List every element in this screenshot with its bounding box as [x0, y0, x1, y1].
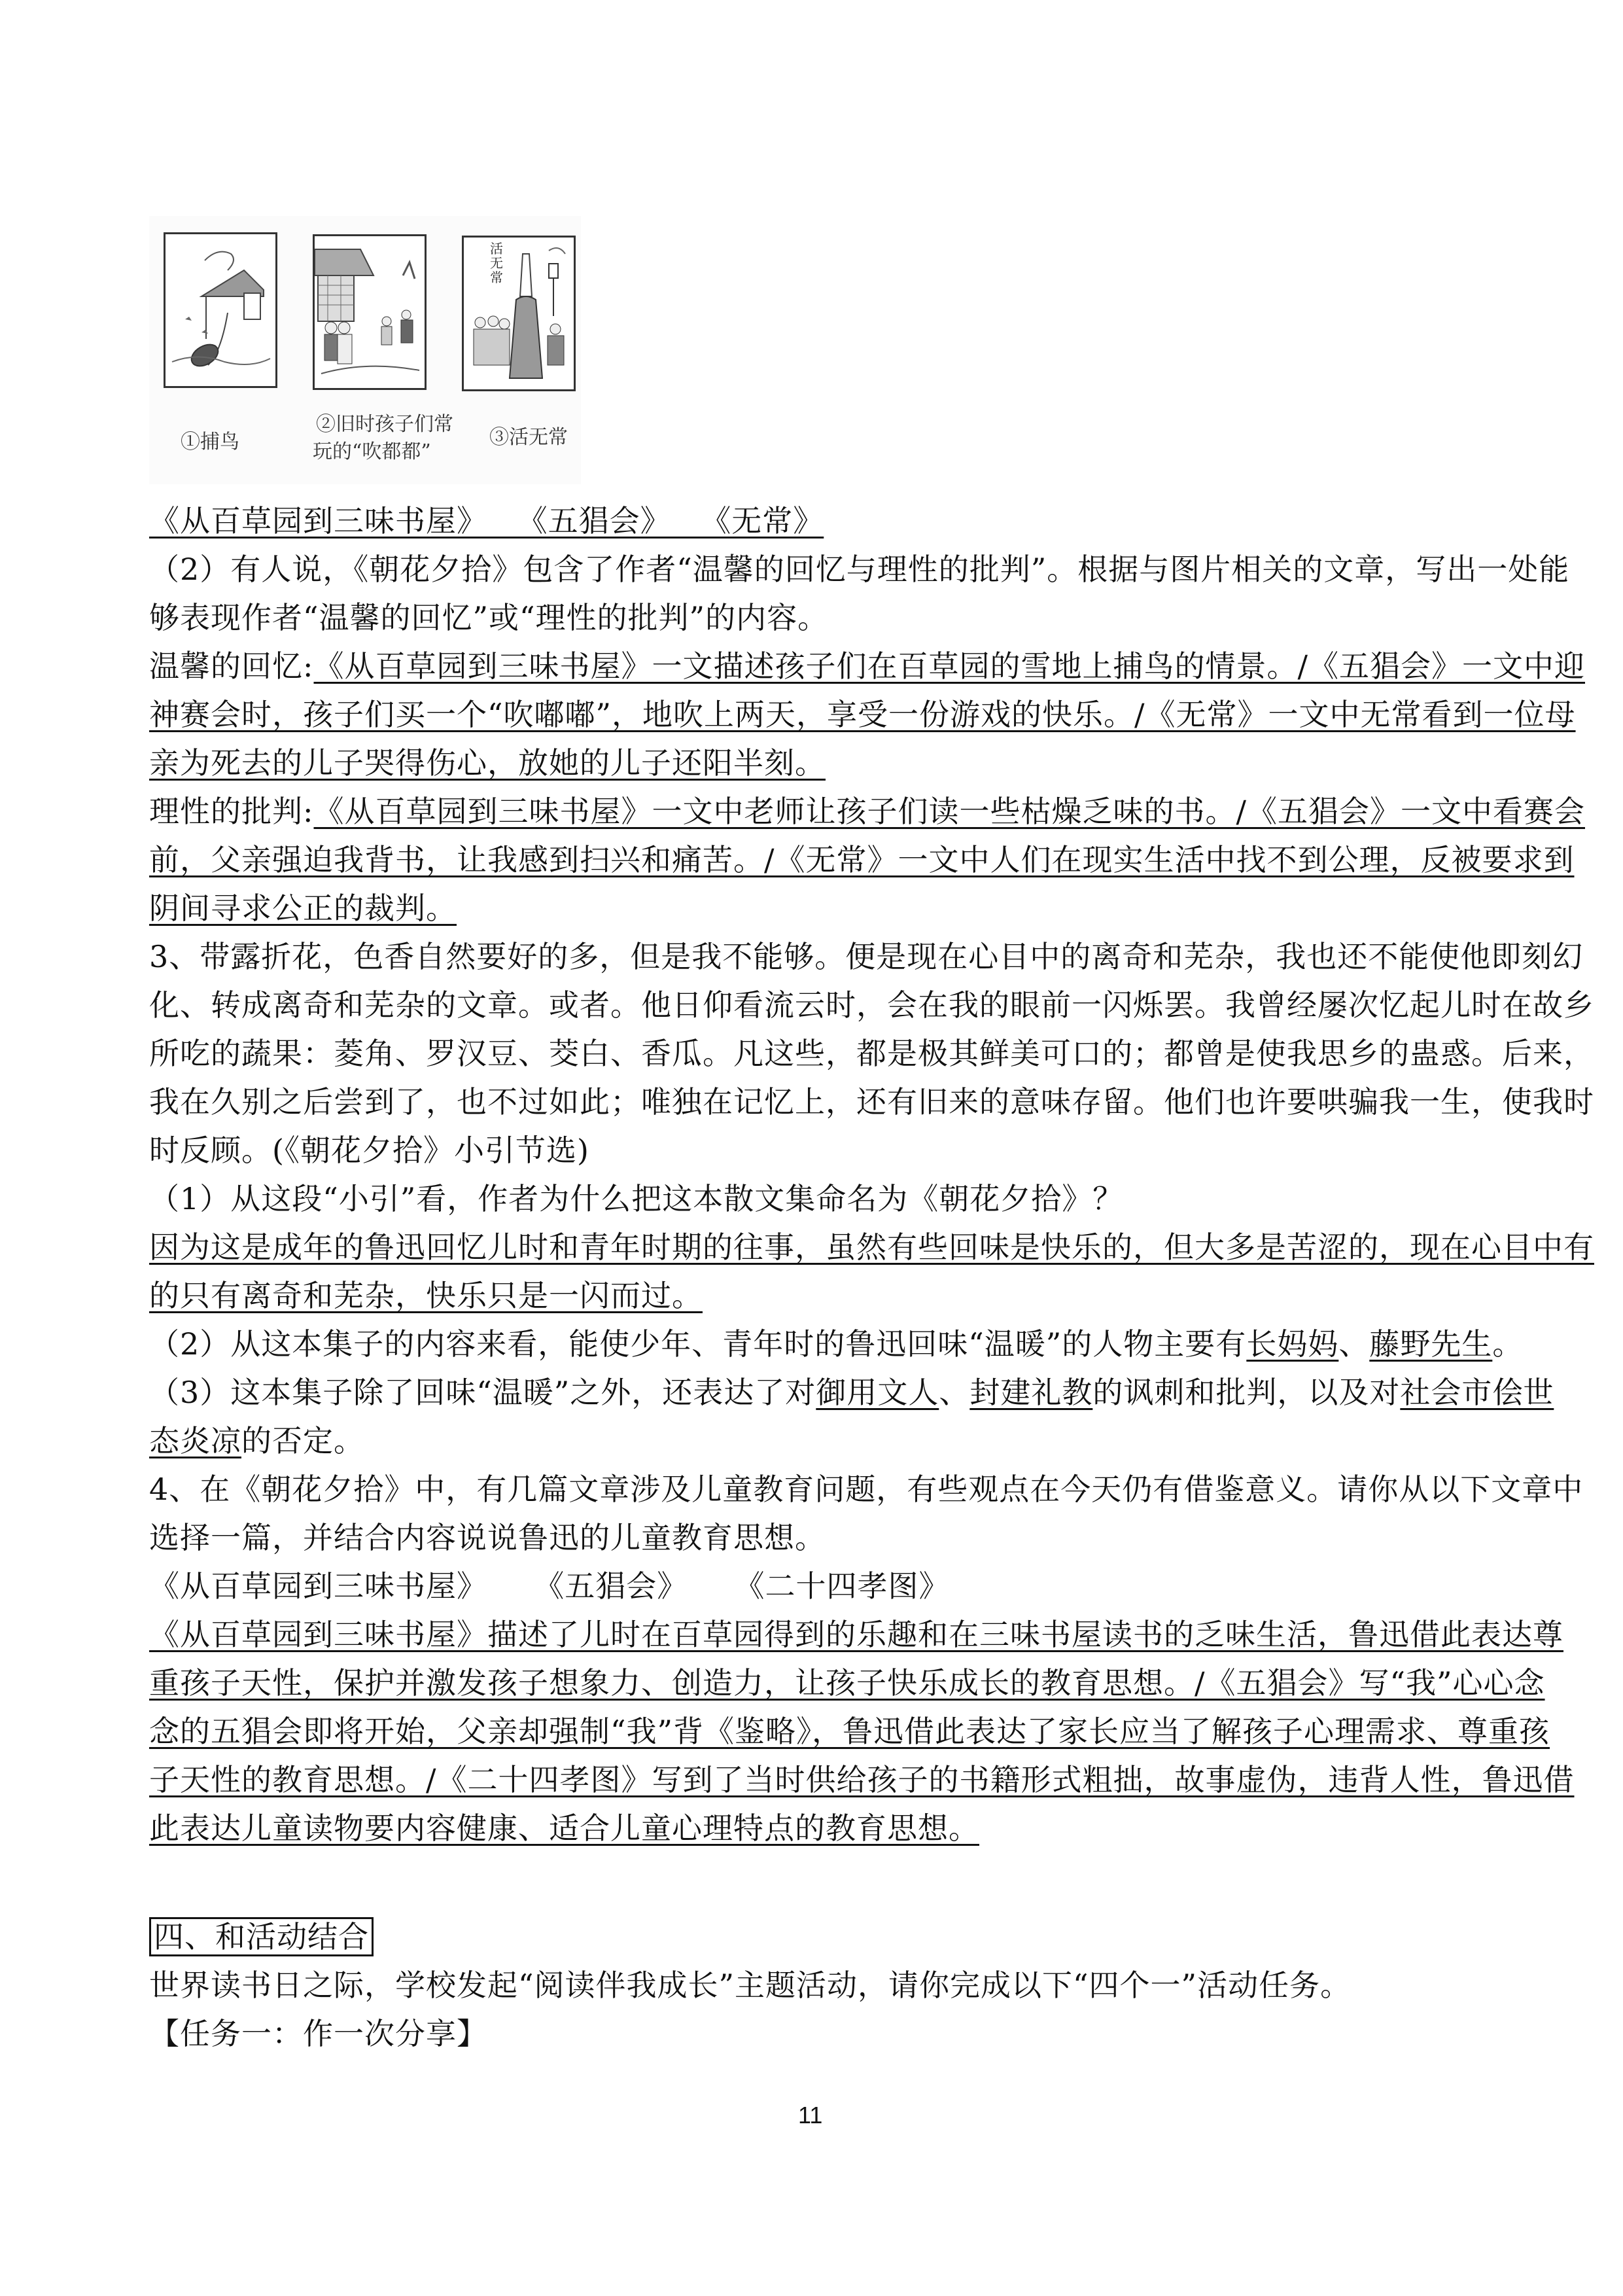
- q2-warm-answer-line2: 神赛会时，孩子们买一个“吹嘟嘟”，地吹上两天，享受一份游戏的快乐。/《无常》一文中无常看到一位母: [149, 697, 1576, 732]
- q3-sub1-answer-line2: 的只有离奇和芜杂，快乐只是一闪而过。: [149, 1278, 703, 1313]
- caption-children-line1: ②旧时孩子们常: [316, 413, 453, 436]
- q3-sub3-end: 的否定。: [241, 1423, 364, 1458]
- children-playing-icon: [315, 236, 425, 388]
- page-number: 11: [798, 2102, 823, 2128]
- critical-label: 理性的批判:: [149, 794, 314, 829]
- q4-prompt-line2: 选择一篇，并结合内容说说鲁迅的儿童教育思想。: [149, 1520, 826, 1555]
- q3-passage-line1: 3、带露折花，色香自然要好的多，但是我不能够。便是现在心目中的离奇和芜杂，我也还不能使他即刻幻: [149, 939, 1584, 974]
- q3-sub3-answer-3-cont: 态炎凉: [149, 1423, 241, 1458]
- q3-sub3-answer-1: 御用文人: [816, 1375, 939, 1410]
- q4-answer-line2: 重孩子天性，保护并激发孩子想象力、创造力，让孩子快乐成长的教育思想。/《五猖会》写“我”心心念: [149, 1665, 1545, 1701]
- bird-catching-icon: [166, 234, 275, 386]
- section4-task1: 【任务一：作一次分享】: [149, 2016, 487, 2051]
- warm-answer-text: 《从百草园到三味书屋》一文描述孩子们在百草园的雪地上捕鸟的情景。/《五猖会》一文中迎: [313, 648, 1585, 684]
- illustration-figure: [149, 216, 581, 484]
- q2-critical-answer-line2: 前，父亲强迫我背书，让我感到扫兴和痛苦。/《无常》一文中人们在现实生活中找不到公理，反被要求到: [149, 842, 1575, 877]
- q3-passage-line4: 我在久别之后尝到了，也不过如此；唯独在记忆上，还有旧来的意味存留。他们也许要哄骗我一生，使我时: [149, 1084, 1594, 1120]
- critical-answer-text: 《从百草园到三味书屋》一文中老师让孩子们读一些枯燥乏味的书。/《五猖会》一文中看赛会: [313, 794, 1585, 829]
- q3-sub2: [149, 1326, 1523, 1362]
- q2-warm-answer-line3: 亲为死去的儿子哭得伤心，放她的儿子还阳半刻。: [149, 745, 826, 781]
- q3-sub2-prompt: （2）从这本集子的内容来看，能使少年、青年时的鲁迅回味“温暖”的人物主要有: [149, 1326, 1247, 1362]
- huo-wuchang-icon: [464, 238, 574, 389]
- children-playing-illustration: [313, 234, 427, 390]
- q3-sub3-answer-3: 社会市侩世: [1400, 1375, 1554, 1410]
- section4-heading-wrap: [149, 1918, 374, 1955]
- huo-wuchang-illustration: [462, 236, 576, 391]
- q4-options: 《从百草园到三味书屋》 《五猖会》 《二十四孝图》: [149, 1568, 950, 1604]
- section4-intro: 世界读书日之际，学校发起“阅读伴我成长”主题活动，请你完成以下“四个一”活动任务。: [149, 1968, 1352, 2003]
- q4-answer-line3: 念的五猖会即将开始，父亲却强制“我”背《鉴略》，鲁迅借此表达了家长应当了解孩子心理需求、尊重孩: [149, 1714, 1550, 1749]
- q3-sub3-line2: [149, 1422, 364, 1459]
- caption-bird-catching: ①捕鸟: [181, 431, 239, 453]
- q2-critical-answer-line3: 阴间寻求公正的裁判。: [149, 891, 457, 926]
- q2-prompt-line2: 够表现作者“温馨的回忆”或“理性的批判”的内容。: [149, 600, 829, 635]
- q3-sub1-prompt: （1）从这段“小引”看，作者为什么把这本散文集命名为《朝花夕拾》？: [149, 1181, 1124, 1216]
- bird-catching-illustration: [164, 232, 277, 388]
- section4-heading: 四、和活动结合: [149, 1917, 374, 1956]
- q3-sub1-answer-line1: 因为这是成年的鲁迅回忆儿时和青年时期的往事，虽然有些回味是快乐的，但大多是苦涩的，现在心目中有: [149, 1229, 1594, 1265]
- answer-titles: 《从百草园到三味书屋》 《五猖会》 《无常》: [149, 503, 824, 539]
- q3-sub2-answer-2: 藤野先生: [1369, 1326, 1493, 1362]
- q4-prompt-line1: 4、在《朝花夕拾》中，有几篇文章涉及儿童教育问题，有些观点在今天仍有借鉴意义。请你从以下文章中: [149, 1472, 1584, 1507]
- q2-warm-answer-line1: [149, 648, 1585, 684]
- q2-critical-answer-line1: [149, 793, 1585, 830]
- separator: 、: [939, 1375, 970, 1410]
- panel-inset-text: 活无常: [490, 241, 503, 285]
- q3-sub3-middle: 的讽刺和批判，以及对: [1092, 1375, 1401, 1410]
- q3-sub3-prompt: （3）这本集子除了回味“温暖”之外，还表达了对: [149, 1375, 816, 1410]
- q4-answer-line5: 此表达儿童读物要内容健康、适合儿童心理特点的教育思想。: [149, 1810, 979, 1846]
- q3-passage-line3: 所吃的蔬果：菱角、罗汉豆、茭白、香瓜。凡这些，都是极其鲜美可口的；都曾是使我思乡的蛊惑。后来，: [149, 1036, 1594, 1071]
- q4-answer-line1: 《从百草园到三味书屋》描述了儿时在百草园得到的乐趣和在三味书屋读书的乏味生活，鲁迅借此表达尊: [149, 1617, 1563, 1652]
- warm-label: 温馨的回忆:: [149, 648, 314, 684]
- q3-sub3-line1: [149, 1374, 1554, 1411]
- caption-huo-wuchang: ③活无常: [489, 426, 568, 449]
- q3-passage-line5: 时反顾。(《朝花夕拾》小引节选): [149, 1133, 589, 1168]
- period: 。: [1492, 1326, 1524, 1362]
- q3-sub3-answer-2: 封建礼教: [969, 1375, 1093, 1410]
- q3-passage-line2: 化、转成离奇和芜杂的文章。或者。他日仰看流云时，会在我的眼前一闪烁罢。我曾经屡次忆起儿时在故乡: [149, 987, 1594, 1023]
- caption-children-line2: 玩的“吹都都”: [313, 440, 431, 463]
- q2-prompt-line1: （2）有人说，《朝花夕拾》包含了作者“温馨的回忆与理性的批判”。根据与图片相关的文章，写出一处能: [149, 552, 1570, 587]
- q4-answer-line4: 子天性的教育思想。/《二十四孝图》写到了当时供给孩子的书籍形式粗拙，故事虚伪，违背人性，鲁迅借: [149, 1762, 1575, 1797]
- q3-sub2-answer-1: 长妈妈: [1246, 1326, 1339, 1362]
- separator: 、: [1338, 1326, 1370, 1362]
